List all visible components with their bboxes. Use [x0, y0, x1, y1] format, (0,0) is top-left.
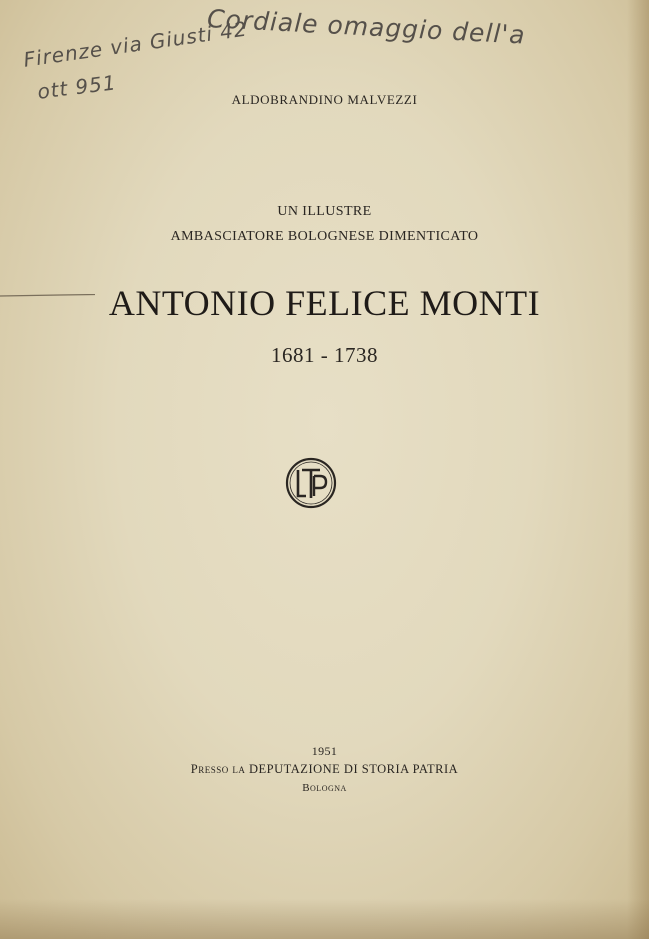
publisher-logo-icon: [284, 456, 338, 510]
handwritten-address: Firenze via Giusti 42: [22, 16, 249, 72]
subtitle-line-2: AMBASCIATORE BOLOGNESE DIMENTICATO: [170, 229, 479, 244]
author-name: ALDOBRANDINO MALVEZZI: [231, 92, 418, 107]
life-years: 1681 - 1738: [271, 343, 378, 367]
book-title: ANTONIO FELICE MONTI: [108, 283, 541, 323]
subtitle-line-1: UN ILLUSTRE: [277, 204, 372, 219]
publisher-name: Presso la DEPUTAZIONE DI STORIA PATRIA: [190, 762, 459, 776]
paper-edge-shading-bottom: [0, 899, 649, 939]
publication-year: 1951: [311, 744, 338, 758]
publication-city: Bologna: [302, 782, 347, 794]
handwritten-date: ott 951: [36, 70, 118, 104]
handwritten-dedication: Cordiale omaggio dell'a: [206, 4, 527, 50]
paper-edge-shading-right: [627, 0, 649, 939]
